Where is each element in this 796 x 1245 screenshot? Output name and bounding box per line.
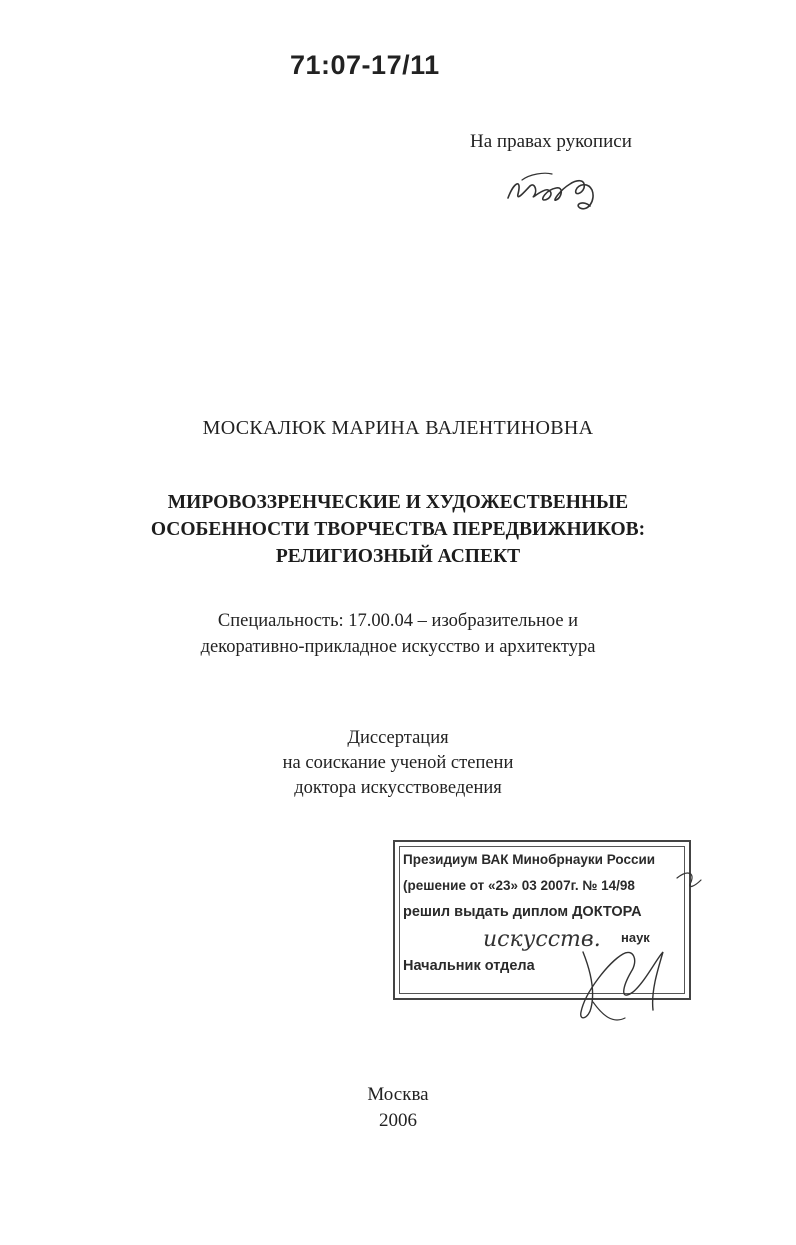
stamp-decision-line: (решение от «23» 03 2007г. № 14/98 — [403, 878, 635, 893]
city-year — [0, 1082, 796, 1134]
degree-line: доктора искусствоведения — [294, 778, 502, 798]
degree-info — [0, 726, 796, 801]
catalog-number: 71:07-17/11 — [290, 50, 440, 80]
head-signature-icon — [581, 952, 663, 1018]
degree-line: на соискание ученой степени — [282, 753, 514, 773]
title-line: МИРОВОЗЗРЕНЧЕСКИЕ И ХУДОЖЕСТВЕННЫЕ — [167, 492, 629, 513]
signature-icon — [500, 160, 610, 220]
stamp-award-line: решил выдать диплом ДОКТОРА — [403, 904, 642, 920]
manuscript-note: На правах рукописи — [470, 131, 632, 152]
dissertation-title — [0, 489, 796, 570]
stamp-handwriting — [395, 842, 735, 1042]
specialty-line: Специальность: 17.00.04 – изобразительное и — [217, 611, 579, 631]
stamp-head-line: Начальник отдела — [403, 958, 535, 974]
author-name: МОСКАЛЮК МАРИНА ВАЛЕНТИНОВНА — [202, 417, 594, 439]
stamp-science-line: наук — [621, 930, 650, 945]
title-line: ОСОБЕННОСТИ ТВОРЧЕСТВА ПЕРЕДВИЖНИКОВ: — [150, 519, 646, 540]
title-line: РЕЛИГИОЗНЫЙ АСПЕКТ — [275, 546, 521, 567]
specialty — [0, 608, 796, 660]
city: Москва — [367, 1084, 429, 1105]
stamp-handwritten-field: искусств. — [483, 927, 601, 952]
degree-line: Диссертация — [347, 728, 449, 748]
vak-stamp — [393, 840, 691, 1000]
author-signature — [500, 160, 610, 225]
specialty-line: декоративно-прикладное искусство и архитектура — [200, 637, 596, 657]
year: 2006 — [379, 1110, 417, 1131]
stamp-presidium-line: Президиум ВАК Минобрнауки России — [403, 852, 656, 867]
